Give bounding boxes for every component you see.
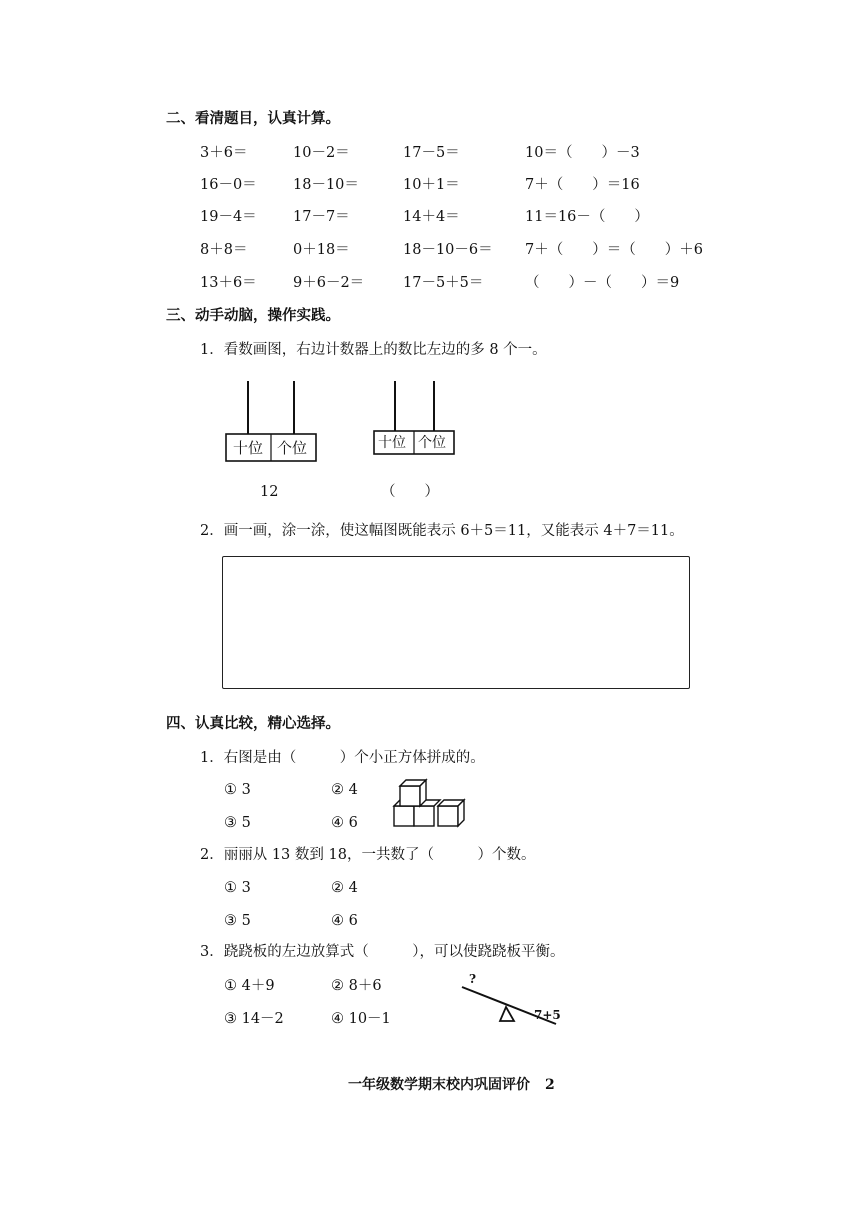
option[interactable]: ① 3	[224, 782, 251, 798]
calc-item: 10－2＝	[293, 145, 350, 161]
option[interactable]: ① 3	[224, 880, 251, 896]
option[interactable]: ④ 10－1	[331, 1011, 391, 1027]
option[interactable]: ② 4	[331, 880, 358, 896]
left-abacus-value: 12	[260, 484, 279, 500]
abacus-label-ones: 个位	[277, 439, 308, 457]
abacus-label-ones: 个位	[418, 435, 446, 451]
option[interactable]: ① 4＋9	[224, 978, 275, 994]
calc-item: 10＋1＝	[403, 177, 460, 193]
calc-item: 9＋6－2＝	[293, 275, 365, 291]
section-2-heading: 二、看清题目，认真计算。	[166, 110, 340, 127]
calc-item: 17－7＝	[293, 209, 350, 225]
calc-item: 0＋18＝	[293, 242, 350, 258]
option[interactable]: ② 4	[331, 782, 358, 798]
section-4-heading: 四、认真比较，精心选择。	[166, 715, 340, 732]
option[interactable]: ③ 5	[224, 913, 251, 929]
question-4-2: 2．丽丽从 13 数到 18，一共数了（ ）个数。	[200, 847, 536, 863]
calc-item: 18－10－6＝	[403, 242, 493, 258]
calc-item: 16－0＝	[200, 177, 257, 193]
question-4-3: 3．跷跷板的左边放算式（ ），可以使跷跷板平衡。	[200, 944, 565, 960]
page-number: 2	[545, 1077, 555, 1093]
abacus-label-tens: 十位	[233, 439, 264, 457]
calc-item: 17－5＋5＝	[403, 275, 484, 291]
calc-item: 13＋6＝	[200, 275, 257, 291]
calc-item: 8＋8＝	[200, 242, 248, 258]
calc-item: 7＋（ ）＝16	[525, 177, 640, 193]
question-4-1: 1．右图是由（ ）个小正方体拼成的。	[200, 750, 485, 766]
option[interactable]: ④ 6	[331, 913, 358, 929]
question-3-2: 2．画一画，涂一涂，使这幅图既能表示 6＋5＝11，又能表示 4＋7＝11。	[200, 523, 684, 539]
seesaw-right-label: 7+5	[534, 1008, 561, 1022]
option[interactable]: ③ 5	[224, 815, 251, 831]
calc-item: 7＋（ ）＝（ ）＋6	[525, 242, 703, 258]
right-abacus-blank[interactable]: （ ）	[381, 484, 439, 500]
calc-item: 10＝（ ）－3	[525, 145, 640, 161]
footer-title: 一年级数学期末校内巩固评价	[348, 1077, 530, 1093]
option[interactable]: ④ 6	[331, 815, 358, 831]
calc-item: 18－10＝	[293, 177, 359, 193]
option[interactable]: ③ 14－2	[224, 1011, 284, 1027]
calc-item: 14＋4＝	[403, 209, 460, 225]
calc-item: 11＝16－（ ）	[525, 209, 649, 225]
calc-item: 19－4＝	[200, 209, 257, 225]
calc-item: （ ）－（ ）＝9	[525, 275, 680, 291]
section-3-heading: 三、动手动脑，操作实践。	[166, 307, 340, 324]
option[interactable]: ② 8＋6	[331, 978, 382, 994]
calc-item: 17－5＝	[403, 145, 460, 161]
question-3-1: 1．看数画图，右边计数器上的数比左边的多 8 个一。	[200, 342, 547, 358]
abacus-label-tens: 十位	[378, 435, 406, 451]
seesaw-left-label: ?	[469, 972, 477, 986]
calc-item: 3＋6＝	[200, 145, 248, 161]
